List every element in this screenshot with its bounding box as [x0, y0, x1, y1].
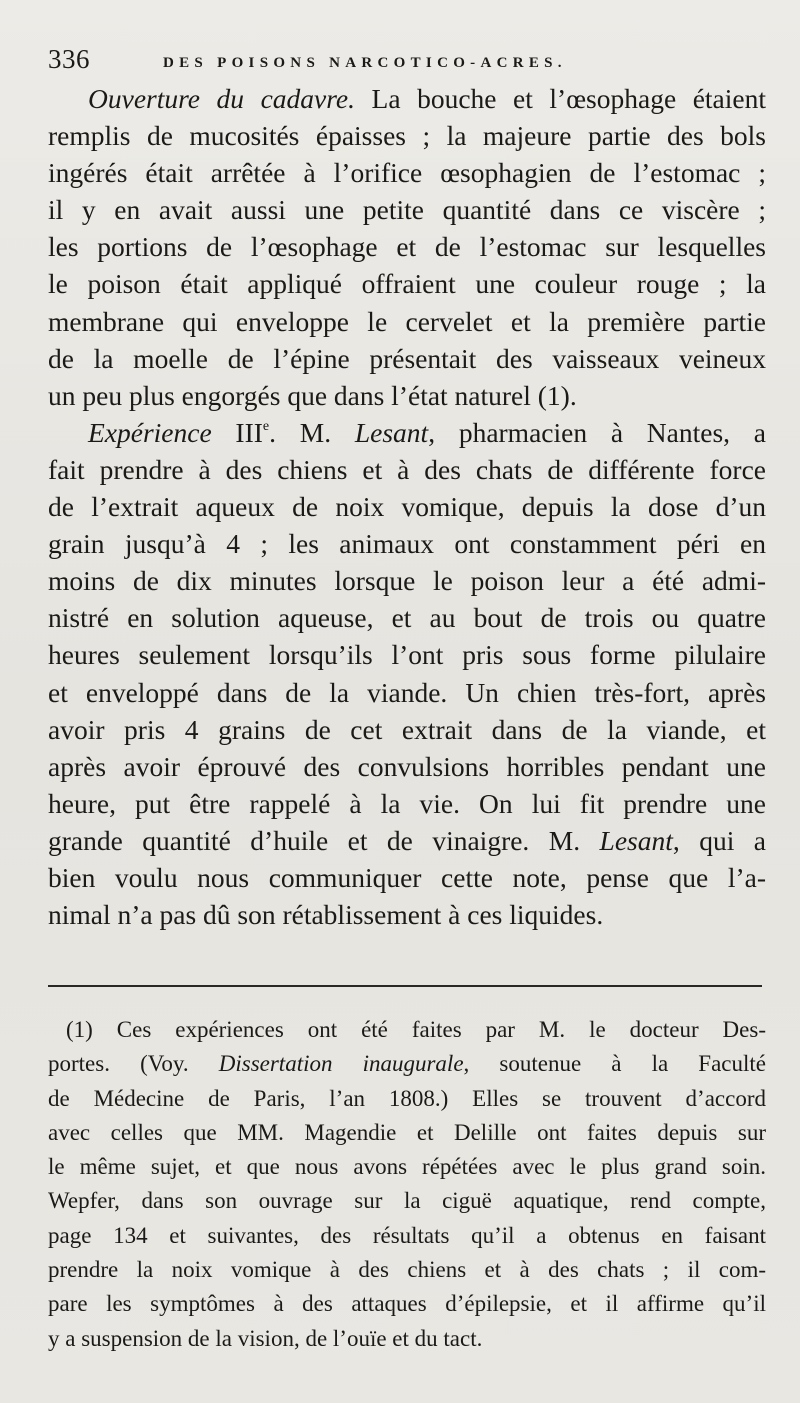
- footnote-line: prendre la noix vomique à des chiens et à des chats ; il com-: [48, 1257, 766, 1283]
- footnote-line: (1) Ces expériences ont été faites par M. le docteur Des-: [66, 1017, 766, 1042]
- text-line: et enveloppé dans de la viande. Un chien très-fort, après: [48, 676, 766, 708]
- footnote-line: y a suspension de la vision, de l’ouïe et du tact.: [48, 1325, 483, 1351]
- text-span: , qui a: [672, 824, 766, 856]
- text-span: portes. (Voy.: [48, 1051, 219, 1077]
- text-line: heure, put être rappelé à la vie. On lui fit prendre une: [48, 787, 766, 819]
- footnote-line: pare les symptômes à des attaques d’épilepsie, et il affirme qu’il: [48, 1291, 766, 1317]
- text-line: un peu plus engorgés que dans l’état naturel (1).: [48, 379, 577, 411]
- italic-lead: Ouverture du cadavre.: [88, 83, 355, 114]
- text-line: avoir pris 4 grains de cet extrait dans de la viande, et: [48, 713, 766, 745]
- footnote-line: [48, 1047, 766, 1081]
- footnote: [48, 1013, 766, 1356]
- italic-title: Dissertation inaugurale: [218, 1051, 464, 1077]
- text-line: [48, 414, 766, 451]
- text-line: remplis de mucosités épaisses ; la majeure partie des bols: [48, 120, 766, 152]
- main-text: [48, 80, 766, 933]
- footnote-line: page 134 et suivantes, des résultats qu’il a obtenus en faisant: [48, 1222, 766, 1248]
- text-line: ingérés était arrêtée à l’orifice œsophagien de l’estomac ;: [48, 157, 766, 189]
- text-line: membrane qui enveloppe le cervelet et la première partie: [48, 305, 766, 337]
- italic-name: Lesant: [599, 824, 673, 856]
- text-line: grain jusqu’à 4 ; les animaux ont constamment péri en: [48, 528, 766, 560]
- text-line: après avoir éprouvé des convulsions horribles pendant une: [48, 750, 766, 782]
- page-header: [48, 44, 768, 78]
- text-line: heures seulement lorsqu’ils l’ont pris sous forme pilulaire: [48, 639, 766, 671]
- text-line: de la moelle de l’épine présentait des vaisseaux veineux: [48, 342, 766, 374]
- running-head: DES POISONS NARCOTICO-ACRES.: [163, 55, 567, 71]
- text-span: , pharmacien à Nantes, a: [428, 416, 766, 448]
- text-span: , soutenue à la Faculté: [463, 1051, 767, 1077]
- text-line: le poison était appliqué offraient une couleur rouge ; la: [48, 268, 766, 300]
- page-number: 336: [48, 44, 90, 74]
- text-line: nimal n’a pas dû son rétablissement à ces liquides.: [48, 899, 604, 931]
- text-line: [48, 822, 766, 859]
- text-span: . M.: [269, 416, 355, 448]
- roman-numeral: III: [211, 416, 263, 448]
- text-line: de l’extrait aqueux de noix vomique, depuis la dose d’un: [48, 491, 766, 523]
- footnote-line: de Médecine de Paris, l’an 1808.) Elles se trouvent d’accord: [48, 1085, 766, 1111]
- footnote-rule: [48, 985, 762, 987]
- italic-lead: Expérience: [88, 416, 212, 448]
- numeral-superscript: e: [262, 418, 270, 434]
- text-line: [48, 80, 766, 117]
- text-line: les portions de l’œsophage et de l’estomac sur lesquelles: [48, 231, 766, 263]
- footnote-line: le même sujet, et que nous avons répétées avec le plus grand soin.: [48, 1154, 766, 1180]
- text-line: moins de dix minutes lorsque le poison leur a été admi-: [48, 565, 766, 597]
- footnote-line: Wepfer, dans son ouvrage sur la ciguë aquatique, rend compte,: [48, 1188, 766, 1214]
- text-span: grande quantité d’huile et de vinaigre. M.: [48, 824, 600, 856]
- footnote-line: avec celles que MM. Magendie et Delille ont faites depuis sur: [48, 1119, 766, 1145]
- text-span: La bouche et l’œsophage étaient: [355, 83, 766, 114]
- text-line: nistré en solution aqueuse, et au bout de trois ou quatre: [48, 602, 766, 634]
- text-line: il y en avait aussi une petite quantité dans ce viscère ;: [48, 194, 766, 226]
- text-line: bien voulu nous communiquer cette note, pense que l’a-: [48, 861, 766, 893]
- text-line: fait prendre à des chiens et à des chats de différente force: [48, 453, 766, 485]
- italic-name: Lesant: [354, 416, 429, 448]
